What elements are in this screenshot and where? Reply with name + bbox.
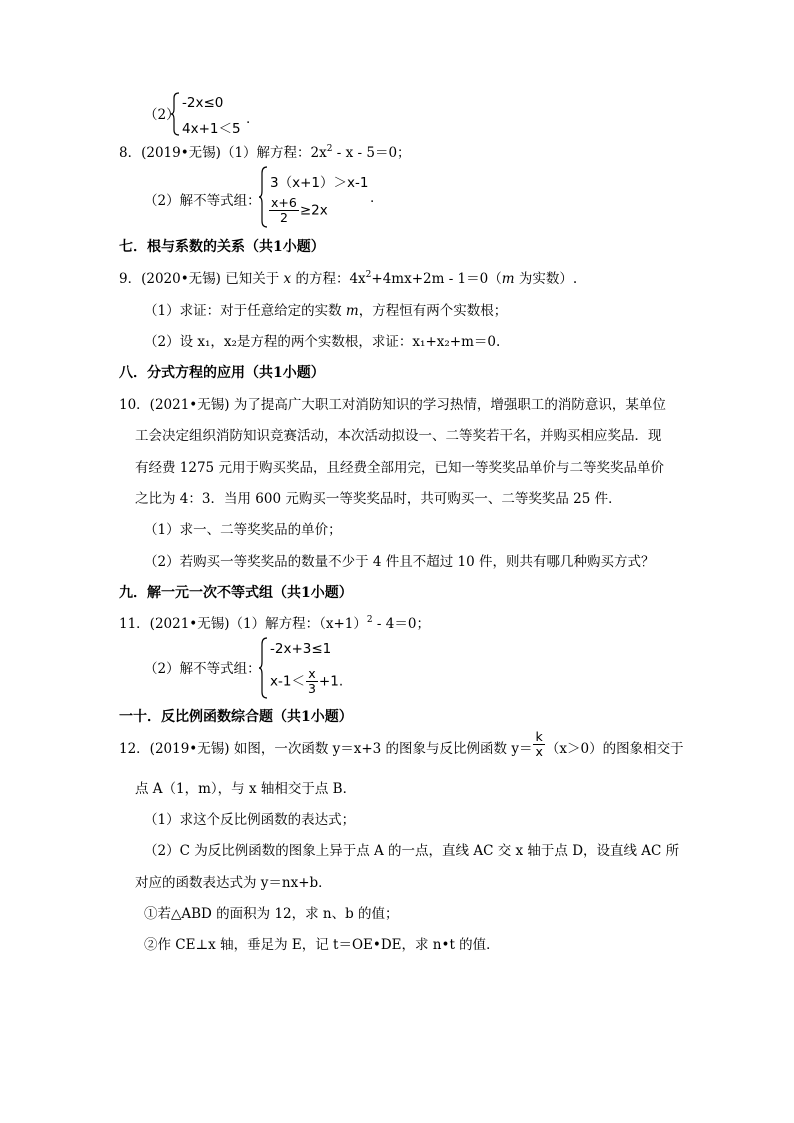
left-brace-icon [258,637,268,699]
q12-frac-denominator: x [535,744,543,759]
q8-fraction [269,196,299,225]
q11-stem-a: 11．(2021•无锡)（1）解方程：（x+1） [119,616,367,632]
left-brace-icon [258,166,268,228]
q8-end-period: . [370,190,375,206]
q11-fraction [306,667,318,696]
section-title-9: 九．解一元一次不等式组（共1小题） [119,585,353,601]
q8-frac-numerator: x+6 [271,195,297,210]
q8-frac-denominator: 2 [279,210,288,225]
q7-inequality-system [170,92,270,138]
q10-line2: 工会决定组织消防知识竞赛活动，本次活动拟设一、二等奖若干名，并购买相应奖品．现 [135,428,662,444]
q8-row2-tail: ≥2x [299,202,328,219]
q7-row2: 4x+1＜5 [182,121,241,137]
section-title-7: 七．根与系数的关系（共1小题） [119,239,325,255]
q7-row1: -2x≤0 [182,95,224,111]
q12-part2-line2: 对应的函数表达式为 y＝nx+b． [135,875,332,891]
q11-exponent: 2 [366,615,373,625]
q10-part2: （2）若购买一等奖奖品的数量不少于 4 件且不超过 10 件，则共有哪几种购买方式？ [144,554,655,570]
q9-var-x: x [283,271,292,287]
q7-end-period: . [246,111,251,127]
q10-line1: 10．(2021•无锡) 为了提高广大职工对消防知识的学习热情，增强职工的消防意识，某单位 [119,397,666,413]
q12-line1-a: 12．(2019•无锡) 如图，一次函数 y＝x+3 的图象与反比例函数 y＝ [119,741,533,757]
q11-stem [119,615,430,633]
q11-row2-b: +1 [318,673,339,690]
q8-row2 [268,196,328,225]
q8-stem [119,144,411,162]
q9-part2: （2）设 x₁，x₂是方程的两个实数根，求证：x₁+x₂+m＝0. [144,334,501,350]
q10-line4: 之比为 4：3．当用 600 元购买一等奖奖品时，共可购买一、二等奖奖品 25 件． [135,491,622,507]
q9-part1 [144,302,507,320]
q11-row2-a: x-1＜ [270,673,305,690]
q11-row2 [270,667,343,696]
q12-part2-line1: （2）C 为反比例函数的图象上异于点 A 的一点，直线 AC 交 x 轴于点 D，设直线 AC 所 [144,843,680,859]
q11-frac-denominator: 3 [307,681,316,696]
q9-exponent: 2 [365,270,372,280]
q9-stem [119,270,577,288]
q11-row1: -2x+3≤1 [270,641,332,657]
q12-part1: （1）求这个反比例函数的表达式； [144,812,356,828]
q8-part2-label: （2）解不等式组： [144,193,261,209]
q11-stem-b: - 4＝0； [372,616,430,632]
q8-label: 8．(2019•无锡)（1）解方程：2x [119,145,327,161]
q11-part2-label: （2）解不等式组： [144,661,261,677]
q9-stem-c: +4mx+2m - 1＝0（ [371,271,502,287]
q10-part1: （1）求一、二等奖奖品的单价； [144,522,342,538]
q8-exponent: 2 [326,144,333,154]
q9-part1-var-m: m [345,303,359,319]
section-title-10: 一十．反比例函数综合题（共1小题） [119,709,353,725]
q12-frac-numerator: k [533,730,544,745]
q12-sub2: ②作 CE⊥x 轴，垂足为 E，记 t＝OE•DE，求 n•t 的值． [144,937,500,953]
q9-stem-b: 的方程：4x [291,271,366,287]
q9-var-m: m [501,271,515,287]
q11-inequality-system [258,637,368,701]
q9-stem-d: 为实数）. [514,271,578,287]
q12-fraction [533,730,544,759]
q9-stem-a: 9．(2020•无锡) 已知关于 [119,271,284,287]
q11-frac-numerator: x [306,667,318,682]
q12-line2: 点 A（1，m），与 x 轴相交于点 B． [135,781,357,797]
q8-row1: 3（x+1）＞x-1 [270,175,369,191]
q8-equation-rest: - x - 5＝0； [332,145,411,161]
section-title-8: 八．分式方程的应用（共1小题） [119,365,325,381]
q7-part2-label: （2） [144,107,180,123]
q8-inequality-system [258,166,388,230]
q11-end-period: . [338,673,344,690]
left-brace-icon [170,92,180,136]
q9-part1-a: （1）求证：对于任意给定的实数 [144,303,346,319]
q12-line1 [119,729,684,759]
q12-sub1: ①若△ABD 的面积为 12，求 n、b 的值； [144,906,399,922]
q12-line1-b: （x＞0）的图象相交于 [545,741,684,757]
q10-line3: 有经费 1275 元用于购买奖品，且经费全部用完，已知一等奖奖品单价与二等奖奖品单价 [135,460,664,476]
q9-part1-b: ，方程恒有两个实数根； [358,303,508,319]
